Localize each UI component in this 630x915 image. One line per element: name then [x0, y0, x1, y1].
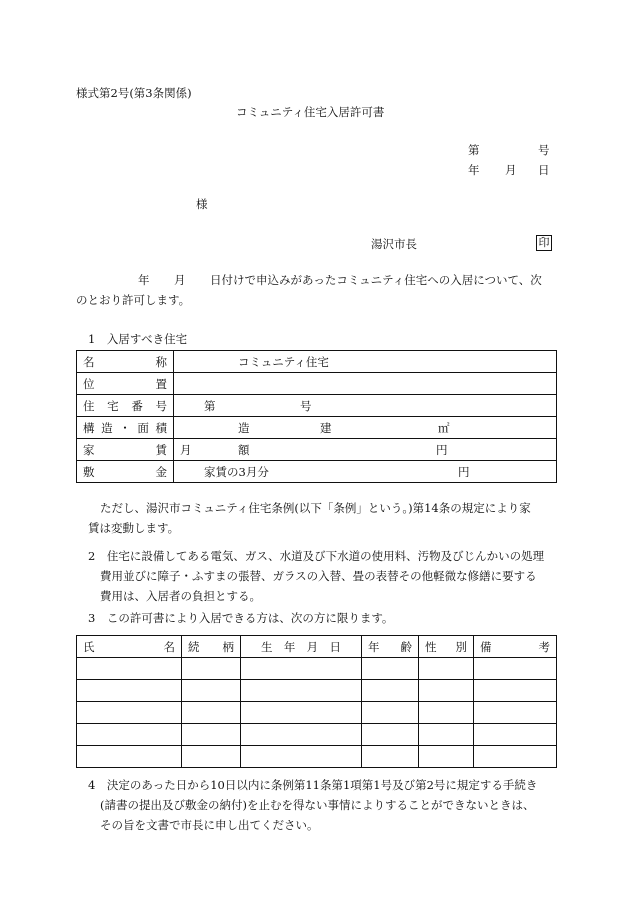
date-day: 日 [538, 163, 550, 177]
residents-header-row [77, 636, 557, 658]
header-age: 年 齢 [362, 636, 419, 658]
header-relation: 続 柄 [182, 636, 241, 658]
residents-row [77, 746, 557, 768]
intro-line-2: のとおり許可します。 [76, 293, 191, 307]
rent-note-line-2: 賃は変動します。 [88, 521, 180, 535]
value-location [174, 373, 557, 395]
section1-heading: 1 入居すべき住宅 [88, 332, 188, 346]
residents-row [77, 702, 557, 724]
residents-table [76, 635, 557, 768]
value-deposit: 家賃の3月分 円 [174, 461, 557, 483]
number-dai: 第 [468, 143, 480, 157]
form-label: 様式第2号(第3条関係) [76, 86, 192, 100]
housing-table [76, 350, 557, 483]
label-structure: 構 造 ・ 面 積 [77, 417, 174, 439]
date-year: 年 [468, 163, 480, 177]
item2-line-1: 2 住宅に設備してある電気、ガス、水道及び下水道の使用料、汚物及びじんかいの処理 [88, 549, 545, 563]
housing-row-number [77, 395, 557, 417]
housing-row-name [77, 351, 557, 373]
label-location: 位 置 [77, 373, 174, 395]
value-name: コミュニティ住宅 [174, 351, 557, 373]
item3-text: 3 この許可書により入居できる方は、次の方に限ります。 [88, 611, 394, 625]
header-birthdate: 生 年 月 日 [241, 636, 362, 658]
intro-month: 月 [174, 273, 186, 287]
document-title: コミュニティ住宅入居許可書 [236, 105, 385, 119]
residents-row [77, 680, 557, 702]
label-rent: 家 賃 [77, 439, 174, 461]
value-number: 第 号 [174, 395, 557, 417]
item4-line-2: (請書の提出及び敷金の納付)を止むを得ない事情によりすることができないときは、 [100, 798, 535, 812]
value-rent: 月 額 円 [174, 439, 557, 461]
intro-rest: 日付けで申込みがあったコミュニティ住宅への入居について、次 [210, 273, 542, 287]
housing-row-deposit [77, 461, 557, 483]
item4-line-1: 4 決定のあった日から10日以内に条例第11条第1項第1号及び第2号に規定する手続き [88, 778, 538, 792]
label-deposit: 敷 金 [77, 461, 174, 483]
date-month: 月 [505, 163, 517, 177]
addressee-suffix: 様 [196, 197, 208, 211]
item4-line-3: その旨を文書で市長に申し出てください。 [100, 818, 319, 832]
seal-stamp: 印 [536, 235, 552, 251]
intro-year: 年 [138, 273, 150, 287]
header-gender: 性 別 [419, 636, 474, 658]
housing-row-structure [77, 417, 557, 439]
housing-row-location [77, 373, 557, 395]
header-remarks: 備 考 [474, 636, 557, 658]
rent-note-line-1: ただし、湯沢市コミュニティ住宅条例(以下「条例」という。)第14条の規定により家 [100, 501, 531, 515]
header-name: 氏 名 [77, 636, 182, 658]
issuer-name: 湯沢市長 [371, 237, 417, 251]
item2-line-3: 費用は、入居者の負担とする。 [100, 589, 261, 603]
value-structure: 造 建 ㎡ [174, 417, 557, 439]
residents-row [77, 724, 557, 746]
residents-row [77, 658, 557, 680]
housing-row-rent [77, 439, 557, 461]
number-go: 号 [538, 143, 550, 157]
item2-line-2: 費用並びに障子・ふすまの張替、ガラスの入替、畳の表替その他軽微な修繕に要する [100, 569, 537, 583]
label-name: 名 称 [77, 351, 174, 373]
label-number: 住 宅 番 号 [77, 395, 174, 417]
